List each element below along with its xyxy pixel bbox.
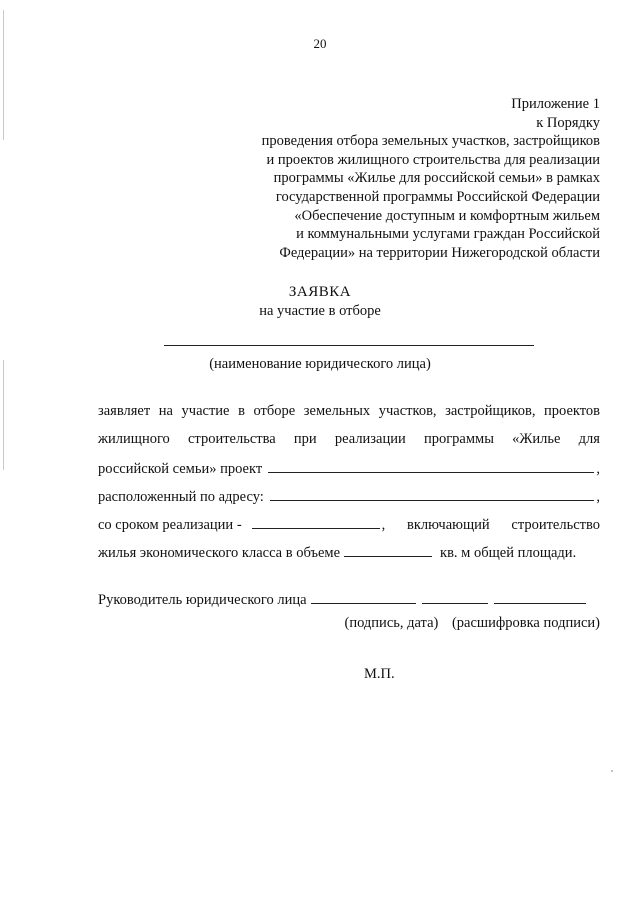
word: участков, bbox=[378, 403, 437, 419]
word: на bbox=[158, 403, 173, 419]
sign-date-caption: (подпись, дата) bbox=[344, 615, 439, 631]
entity-name-caption: (наименование юридического лица) bbox=[209, 356, 431, 372]
construction-text: , включающий строительство bbox=[381, 517, 600, 533]
appendix-line: Приложение 1 bbox=[511, 96, 600, 112]
word: для bbox=[578, 431, 600, 447]
area-unit-text: кв. м общей площади. bbox=[440, 545, 577, 561]
comma: , bbox=[596, 461, 600, 477]
appendix-line: программы «Жилье для российской семьи» в рамках bbox=[273, 170, 600, 187]
appendix-line: проведения отбора земельных участков, застройщиков bbox=[261, 133, 600, 150]
word: застройщиков, bbox=[445, 403, 536, 419]
word: строительства bbox=[188, 431, 276, 447]
word: участие bbox=[181, 403, 230, 419]
scan-edge-mark bbox=[3, 10, 4, 140]
project-label: российской семьи» проект bbox=[98, 461, 263, 477]
decoding-blank-1[interactable] bbox=[422, 590, 488, 604]
paragraph-line-6 bbox=[98, 543, 600, 562]
paragraph-line-2 bbox=[98, 431, 600, 448]
signature-row bbox=[98, 590, 600, 609]
decoding-caption: (расшифровка подписи) bbox=[451, 615, 600, 631]
scan-speck bbox=[611, 770, 613, 772]
appendix-line: Федерации» на территории Нижегородской области bbox=[279, 244, 600, 261]
word: программы bbox=[423, 431, 494, 447]
paragraph-line-3 bbox=[98, 459, 600, 478]
area-volume-blank[interactable] bbox=[344, 543, 432, 557]
term-label: со сроком реализации - bbox=[98, 517, 242, 533]
project-name-blank[interactable] bbox=[268, 459, 594, 473]
appendix-header bbox=[180, 95, 600, 262]
word: «Жилье bbox=[512, 431, 561, 447]
word: заявляет bbox=[98, 403, 151, 419]
signature-captions bbox=[345, 615, 601, 632]
word: в bbox=[238, 403, 245, 419]
word: проектов bbox=[544, 403, 600, 419]
word: при bbox=[293, 431, 317, 447]
paragraph-line-1 bbox=[98, 403, 600, 420]
appendix-line: к Порядку bbox=[536, 114, 600, 131]
appendix-line: «Обеспечение доступным и комфортным жильем bbox=[294, 207, 600, 224]
form-title: ЗАЯВКА bbox=[288, 284, 352, 300]
word: отборе bbox=[253, 403, 296, 419]
signature-label: Руководитель юридического лица bbox=[98, 592, 307, 608]
signature-date-blank[interactable] bbox=[311, 590, 416, 604]
word: реализации bbox=[334, 431, 406, 447]
paragraph-line-5 bbox=[98, 515, 600, 534]
comma: , bbox=[596, 489, 600, 505]
scan-edge-mark bbox=[3, 360, 4, 470]
appendix-line: и проектов жилищного строительства для реализации bbox=[266, 151, 600, 168]
address-label: расположенный по адресу: bbox=[98, 489, 264, 505]
volume-label: жилья экономического класса в объеме bbox=[98, 545, 341, 561]
page-number: 20 bbox=[313, 36, 327, 51]
word: жилищного bbox=[98, 431, 170, 447]
form-subtitle: на участие в отборе bbox=[259, 303, 381, 319]
entity-name-blank[interactable] bbox=[164, 345, 534, 346]
address-blank[interactable] bbox=[270, 487, 595, 501]
stamp-place: М.П. bbox=[364, 666, 395, 682]
decoding-blank-2[interactable] bbox=[494, 590, 586, 604]
word: земельных bbox=[303, 403, 371, 419]
paragraph-line-4 bbox=[98, 487, 600, 506]
appendix-line: государственной программы Российской Федерации bbox=[275, 188, 600, 205]
appendix-line: и коммунальными услугами граждан Российской bbox=[296, 226, 600, 243]
term-blank[interactable] bbox=[252, 515, 380, 529]
